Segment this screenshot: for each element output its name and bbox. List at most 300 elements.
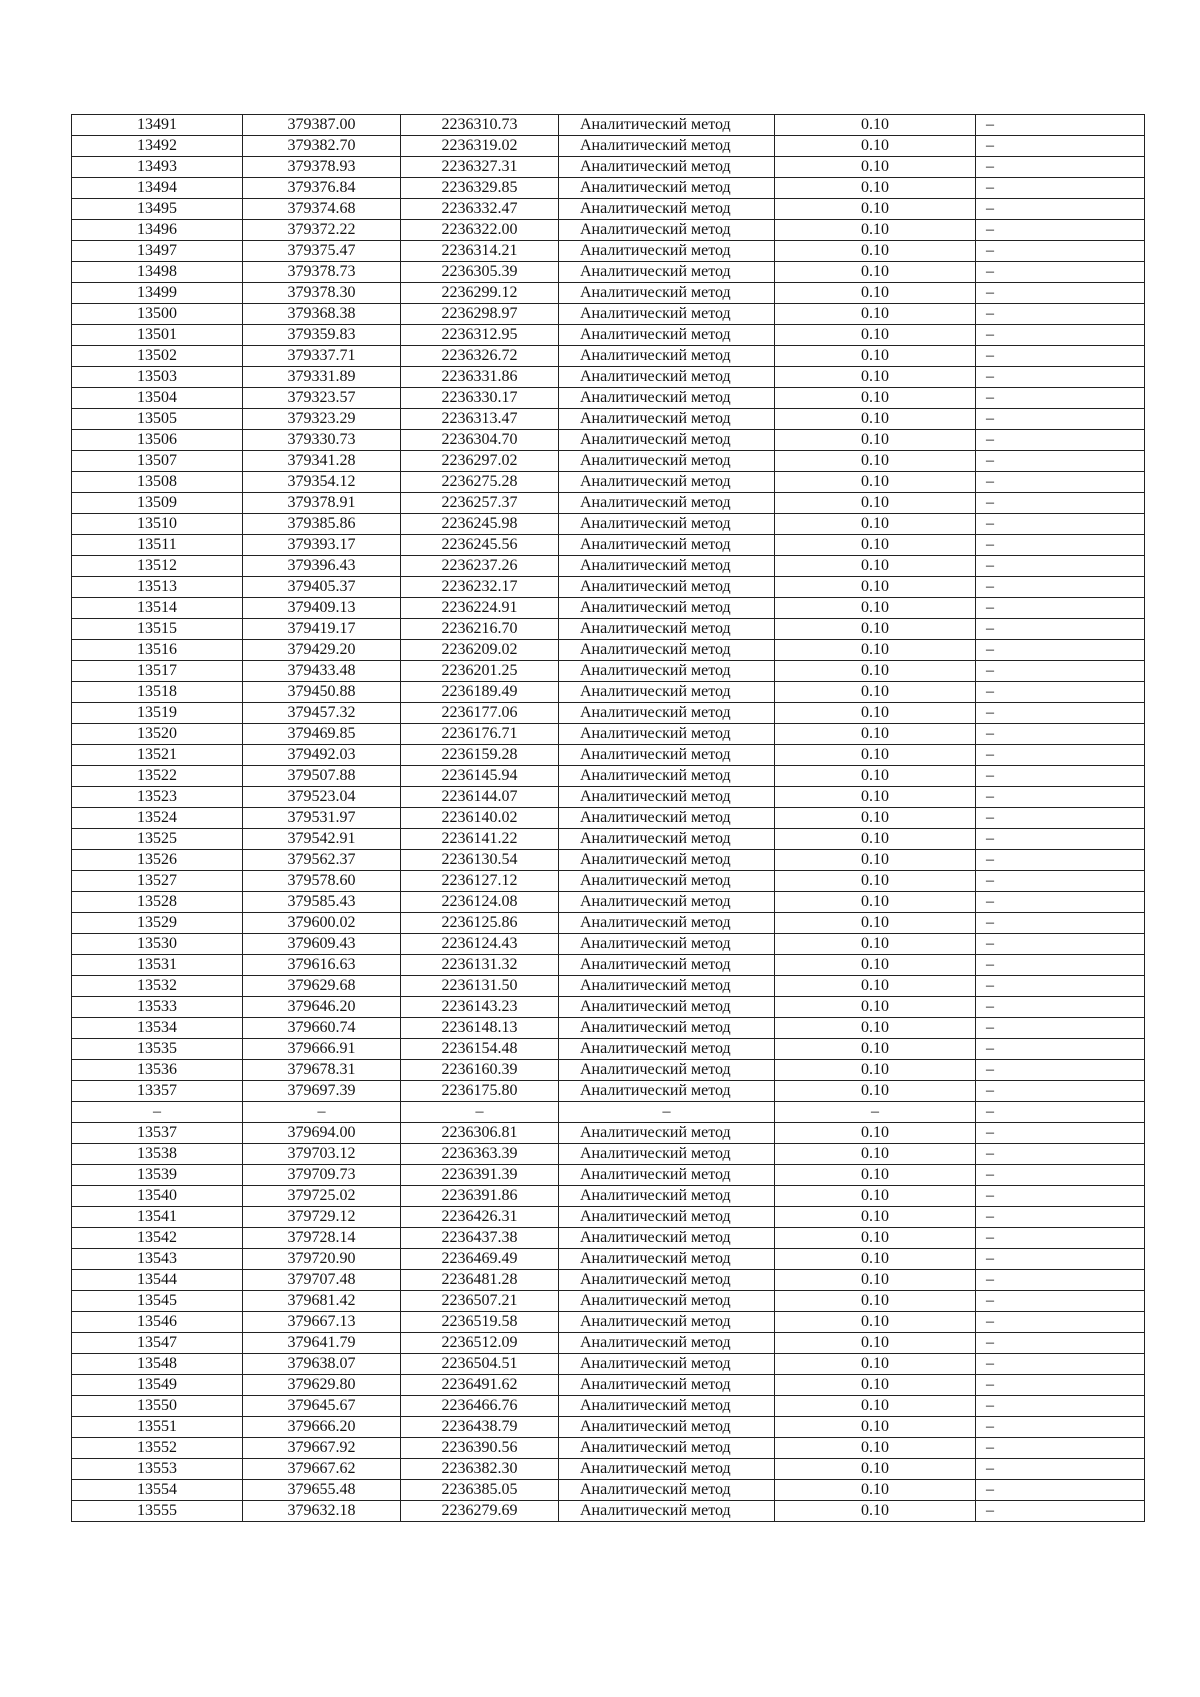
y-coordinate-cell: 2236257.37: [401, 493, 559, 514]
accuracy-cell: 0.10: [775, 346, 976, 367]
accuracy-cell: 0.10: [775, 1228, 976, 1249]
note-cell: –: [976, 1039, 1145, 1060]
note-cell: –: [976, 430, 1145, 451]
table-row: [72, 1207, 1145, 1228]
accuracy-cell: 0.10: [775, 892, 976, 913]
y-coordinate-cell: 2236319.02: [401, 136, 559, 157]
table-row: [72, 1459, 1145, 1480]
note-cell: –: [976, 1018, 1145, 1039]
method-cell: Аналитический метод: [559, 1291, 775, 1312]
x-coordinate-cell: 379378.30: [243, 283, 401, 304]
point-number-cell: 13551: [72, 1417, 243, 1438]
point-number-cell: 13510: [72, 514, 243, 535]
accuracy-cell: 0.10: [775, 787, 976, 808]
table-row: [72, 1417, 1145, 1438]
table-row: [72, 766, 1145, 787]
point-number-cell: 13492: [72, 136, 243, 157]
accuracy-cell: 0.10: [775, 1501, 976, 1522]
table-row: [72, 1123, 1145, 1144]
table-row: [72, 388, 1145, 409]
method-cell: Аналитический метод: [559, 241, 775, 262]
table-row: [72, 241, 1145, 262]
table-row: [72, 976, 1145, 997]
y-coordinate-cell: 2236127.12: [401, 871, 559, 892]
note-cell: –: [976, 850, 1145, 871]
y-coordinate-cell: 2236299.12: [401, 283, 559, 304]
x-coordinate-cell: 379694.00: [243, 1123, 401, 1144]
method-cell: Аналитический метод: [559, 682, 775, 703]
point-number-cell: 13533: [72, 997, 243, 1018]
x-coordinate-cell: 379629.68: [243, 976, 401, 997]
y-coordinate-cell: 2236391.86: [401, 1186, 559, 1207]
y-coordinate-cell: 2236332.47: [401, 199, 559, 220]
accuracy-cell: 0.10: [775, 997, 976, 1018]
accuracy-cell: 0.10: [775, 556, 976, 577]
accuracy-cell: 0.10: [775, 1249, 976, 1270]
point-number-cell: 13495: [72, 199, 243, 220]
method-cell: Аналитический метод: [559, 661, 775, 682]
table-row: [72, 1291, 1145, 1312]
y-coordinate-cell: 2236160.39: [401, 1060, 559, 1081]
method-cell: Аналитический метод: [559, 1018, 775, 1039]
table-row: [72, 892, 1145, 913]
table-row: [72, 493, 1145, 514]
y-coordinate-cell: 2236125.86: [401, 913, 559, 934]
note-cell: –: [976, 1291, 1145, 1312]
x-coordinate-cell: 379419.17: [243, 619, 401, 640]
table-row: [72, 1480, 1145, 1501]
accuracy-cell: 0.10: [775, 1123, 976, 1144]
x-coordinate-cell: 379359.83: [243, 325, 401, 346]
x-coordinate-cell: 379562.37: [243, 850, 401, 871]
note-cell: –: [976, 1102, 1145, 1123]
y-coordinate-cell: 2236144.07: [401, 787, 559, 808]
y-coordinate-cell: 2236426.31: [401, 1207, 559, 1228]
table-row: [72, 199, 1145, 220]
x-coordinate-cell: 379667.13: [243, 1312, 401, 1333]
table-row: [72, 220, 1145, 241]
x-coordinate-cell: 379707.48: [243, 1270, 401, 1291]
note-cell: –: [976, 1228, 1145, 1249]
method-cell: Аналитический метод: [559, 955, 775, 976]
accuracy-cell: 0.10: [775, 262, 976, 283]
table-row: [72, 598, 1145, 619]
note-cell: –: [976, 745, 1145, 766]
accuracy-cell: 0.10: [775, 283, 976, 304]
y-coordinate-cell: 2236330.17: [401, 388, 559, 409]
point-number-cell: –: [72, 1102, 243, 1123]
table-row: [72, 451, 1145, 472]
y-coordinate-cell: 2236124.08: [401, 892, 559, 913]
point-number-cell: 13547: [72, 1333, 243, 1354]
point-number-cell: 13537: [72, 1123, 243, 1144]
method-cell: Аналитический метод: [559, 472, 775, 493]
y-coordinate-cell: 2236159.28: [401, 745, 559, 766]
x-coordinate-cell: 379378.73: [243, 262, 401, 283]
x-coordinate-cell: 379374.68: [243, 199, 401, 220]
accuracy-cell: 0.10: [775, 1270, 976, 1291]
method-cell: Аналитический метод: [559, 745, 775, 766]
note-cell: –: [976, 1333, 1145, 1354]
note-cell: –: [976, 703, 1145, 724]
accuracy-cell: 0.10: [775, 976, 976, 997]
coordinates-table: [71, 114, 1145, 1522]
accuracy-cell: 0.10: [775, 619, 976, 640]
accuracy-cell: 0.10: [775, 955, 976, 976]
method-cell: Аналитический метод: [559, 913, 775, 934]
note-cell: –: [976, 892, 1145, 913]
point-number-cell: 13519: [72, 703, 243, 724]
y-coordinate-cell: 2236382.30: [401, 1459, 559, 1480]
point-number-cell: 13546: [72, 1312, 243, 1333]
note-cell: –: [976, 220, 1145, 241]
table-row: [72, 1501, 1145, 1522]
y-coordinate-cell: 2236313.47: [401, 409, 559, 430]
y-coordinate-cell: 2236201.25: [401, 661, 559, 682]
table-row: [72, 367, 1145, 388]
y-coordinate-cell: 2236189.49: [401, 682, 559, 703]
point-number-cell: 13508: [72, 472, 243, 493]
y-coordinate-cell: 2236481.28: [401, 1270, 559, 1291]
method-cell: Аналитический метод: [559, 1186, 775, 1207]
table-row: [72, 178, 1145, 199]
point-number-cell: 13501: [72, 325, 243, 346]
note-cell: –: [976, 262, 1145, 283]
point-number-cell: 13494: [72, 178, 243, 199]
note-cell: –: [976, 1165, 1145, 1186]
table-row: [72, 934, 1145, 955]
y-coordinate-cell: 2236141.22: [401, 829, 559, 850]
table-row: [72, 682, 1145, 703]
note-cell: –: [976, 997, 1145, 1018]
accuracy-cell: 0.10: [775, 178, 976, 199]
table-row: [72, 1375, 1145, 1396]
note-cell: –: [976, 1144, 1145, 1165]
method-cell: Аналитический метод: [559, 997, 775, 1018]
x-coordinate-cell: 379341.28: [243, 451, 401, 472]
point-number-cell: 13497: [72, 241, 243, 262]
x-coordinate-cell: 379378.91: [243, 493, 401, 514]
y-coordinate-cell: 2236237.26: [401, 556, 559, 577]
point-number-cell: 13543: [72, 1249, 243, 1270]
note-cell: –: [976, 409, 1145, 430]
y-coordinate-cell: 2236232.17: [401, 577, 559, 598]
x-coordinate-cell: 379330.73: [243, 430, 401, 451]
x-coordinate-cell: 379600.02: [243, 913, 401, 934]
point-number-cell: 13521: [72, 745, 243, 766]
y-coordinate-cell: 2236306.81: [401, 1123, 559, 1144]
point-number-cell: 13493: [72, 157, 243, 178]
method-cell: Аналитический метод: [559, 640, 775, 661]
method-cell: Аналитический метод: [559, 136, 775, 157]
y-coordinate-cell: 2236512.09: [401, 1333, 559, 1354]
method-cell: Аналитический метод: [559, 850, 775, 871]
y-coordinate-cell: 2236519.58: [401, 1312, 559, 1333]
point-number-cell: 13503: [72, 367, 243, 388]
x-coordinate-cell: 379409.13: [243, 598, 401, 619]
x-coordinate-cell: –: [243, 1102, 401, 1123]
note-cell: –: [976, 619, 1145, 640]
y-coordinate-cell: 2236131.50: [401, 976, 559, 997]
point-number-cell: 13520: [72, 724, 243, 745]
table-row: [72, 262, 1145, 283]
y-coordinate-cell: 2236466.76: [401, 1396, 559, 1417]
accuracy-cell: 0.10: [775, 640, 976, 661]
accuracy-cell: 0.10: [775, 136, 976, 157]
x-coordinate-cell: 379645.67: [243, 1396, 401, 1417]
table-row: [72, 346, 1145, 367]
table-row: [72, 1438, 1145, 1459]
point-number-cell: 13524: [72, 808, 243, 829]
y-coordinate-cell: –: [401, 1102, 559, 1123]
x-coordinate-cell: 379632.18: [243, 1501, 401, 1522]
table-row: [72, 661, 1145, 682]
accuracy-cell: 0.10: [775, 682, 976, 703]
method-cell: Аналитический метод: [559, 1228, 775, 1249]
x-coordinate-cell: 379720.90: [243, 1249, 401, 1270]
note-cell: –: [976, 1123, 1145, 1144]
method-cell: Аналитический метод: [559, 367, 775, 388]
x-coordinate-cell: 379667.62: [243, 1459, 401, 1480]
y-coordinate-cell: 2236310.73: [401, 115, 559, 136]
accuracy-cell: 0.10: [775, 661, 976, 682]
x-coordinate-cell: 379578.60: [243, 871, 401, 892]
x-coordinate-cell: 379666.20: [243, 1417, 401, 1438]
point-number-cell: 13511: [72, 535, 243, 556]
y-coordinate-cell: 2236279.69: [401, 1501, 559, 1522]
note-cell: –: [976, 1501, 1145, 1522]
method-cell: Аналитический метод: [559, 451, 775, 472]
table-row: [72, 850, 1145, 871]
note-cell: –: [976, 976, 1145, 997]
accuracy-cell: 0.10: [775, 766, 976, 787]
point-number-cell: 13531: [72, 955, 243, 976]
accuracy-cell: 0.10: [775, 241, 976, 262]
note-cell: –: [976, 325, 1145, 346]
point-number-cell: 13542: [72, 1228, 243, 1249]
method-cell: Аналитический метод: [559, 178, 775, 199]
note-cell: –: [976, 1438, 1145, 1459]
x-coordinate-cell: 379507.88: [243, 766, 401, 787]
method-cell: Аналитический метод: [559, 1270, 775, 1291]
accuracy-cell: 0.10: [775, 472, 976, 493]
y-coordinate-cell: 2236507.21: [401, 1291, 559, 1312]
table-row: [72, 955, 1145, 976]
note-cell: –: [976, 829, 1145, 850]
note-cell: –: [976, 472, 1145, 493]
accuracy-cell: 0.10: [775, 1081, 976, 1102]
method-cell: –: [559, 1102, 775, 1123]
y-coordinate-cell: 2236312.95: [401, 325, 559, 346]
method-cell: Аналитический метод: [559, 535, 775, 556]
point-number-cell: 13538: [72, 1144, 243, 1165]
table-row: [72, 472, 1145, 493]
note-cell: –: [976, 283, 1145, 304]
table-row: [72, 829, 1145, 850]
accuracy-cell: 0.10: [775, 514, 976, 535]
x-coordinate-cell: 379376.84: [243, 178, 401, 199]
accuracy-cell: 0.10: [775, 598, 976, 619]
table-row: [72, 157, 1145, 178]
point-number-cell: 13552: [72, 1438, 243, 1459]
table-row: [72, 430, 1145, 451]
note-cell: –: [976, 787, 1145, 808]
note-cell: –: [976, 577, 1145, 598]
y-coordinate-cell: 2236245.98: [401, 514, 559, 535]
method-cell: Аналитический метод: [559, 1417, 775, 1438]
note-cell: –: [976, 766, 1145, 787]
method-cell: Аналитический метод: [559, 1060, 775, 1081]
y-coordinate-cell: 2236175.80: [401, 1081, 559, 1102]
accuracy-cell: 0.10: [775, 829, 976, 850]
point-number-cell: 13539: [72, 1165, 243, 1186]
point-number-cell: 13498: [72, 262, 243, 283]
y-coordinate-cell: 2236176.71: [401, 724, 559, 745]
method-cell: Аналитический метод: [559, 1333, 775, 1354]
table-row: [72, 1270, 1145, 1291]
table-row: [72, 787, 1145, 808]
table-row: [72, 1396, 1145, 1417]
table-row: [72, 997, 1145, 1018]
table-row: [72, 1060, 1145, 1081]
accuracy-cell: 0.10: [775, 1354, 976, 1375]
table-row: [72, 136, 1145, 157]
x-coordinate-cell: 379429.20: [243, 640, 401, 661]
method-cell: Аналитический метод: [559, 283, 775, 304]
point-number-cell: 13502: [72, 346, 243, 367]
method-cell: Аналитический метод: [559, 388, 775, 409]
note-cell: –: [976, 1396, 1145, 1417]
table-row: [72, 283, 1145, 304]
accuracy-cell: 0.10: [775, 367, 976, 388]
note-cell: –: [976, 1375, 1145, 1396]
accuracy-cell: 0.10: [775, 1207, 976, 1228]
method-cell: Аналитический метод: [559, 199, 775, 220]
note-cell: –: [976, 1270, 1145, 1291]
y-coordinate-cell: 2236130.54: [401, 850, 559, 871]
point-number-cell: 13522: [72, 766, 243, 787]
table-row: [72, 577, 1145, 598]
accuracy-cell: 0.10: [775, 1186, 976, 1207]
note-cell: –: [976, 1417, 1145, 1438]
x-coordinate-cell: 379725.02: [243, 1186, 401, 1207]
note-cell: –: [976, 1459, 1145, 1480]
y-coordinate-cell: 2236390.56: [401, 1438, 559, 1459]
point-number-cell: 13500: [72, 304, 243, 325]
point-number-cell: 13555: [72, 1501, 243, 1522]
note-cell: –: [976, 661, 1145, 682]
y-coordinate-cell: 2236124.43: [401, 934, 559, 955]
accuracy-cell: 0.10: [775, 871, 976, 892]
x-coordinate-cell: 379646.20: [243, 997, 401, 1018]
note-cell: –: [976, 346, 1145, 367]
x-coordinate-cell: 379375.47: [243, 241, 401, 262]
y-coordinate-cell: 2236224.91: [401, 598, 559, 619]
accuracy-cell: –: [775, 1102, 976, 1123]
point-number-cell: 13505: [72, 409, 243, 430]
method-cell: Аналитический метод: [559, 325, 775, 346]
table-row: [72, 1333, 1145, 1354]
x-coordinate-cell: 379385.86: [243, 514, 401, 535]
point-number-cell: 13496: [72, 220, 243, 241]
note-cell: –: [976, 871, 1145, 892]
x-coordinate-cell: 379469.85: [243, 724, 401, 745]
method-cell: Аналитический метод: [559, 1123, 775, 1144]
note-cell: –: [976, 1207, 1145, 1228]
accuracy-cell: 0.10: [775, 325, 976, 346]
method-cell: Аналитический метод: [559, 976, 775, 997]
point-number-cell: 13516: [72, 640, 243, 661]
note-cell: –: [976, 367, 1145, 388]
method-cell: Аналитический метод: [559, 1354, 775, 1375]
point-number-cell: 13554: [72, 1480, 243, 1501]
y-coordinate-cell: 2236298.97: [401, 304, 559, 325]
method-cell: Аналитический метод: [559, 787, 775, 808]
method-cell: Аналитический метод: [559, 808, 775, 829]
table-row: [72, 619, 1145, 640]
table-row: [72, 1249, 1145, 1270]
accuracy-cell: 0.10: [775, 1312, 976, 1333]
point-number-cell: 13499: [72, 283, 243, 304]
method-cell: Аналитический метод: [559, 829, 775, 850]
x-coordinate-cell: 379667.92: [243, 1438, 401, 1459]
y-coordinate-cell: 2236305.39: [401, 262, 559, 283]
note-cell: –: [976, 913, 1145, 934]
accuracy-cell: 0.10: [775, 1333, 976, 1354]
method-cell: Аналитический метод: [559, 577, 775, 598]
y-coordinate-cell: 2236131.32: [401, 955, 559, 976]
table-row: [72, 1312, 1145, 1333]
note-cell: –: [976, 1480, 1145, 1501]
accuracy-cell: 0.10: [775, 409, 976, 430]
note-cell: –: [976, 493, 1145, 514]
accuracy-cell: 0.10: [775, 1417, 976, 1438]
point-number-cell: 13512: [72, 556, 243, 577]
note-cell: –: [976, 115, 1145, 136]
x-coordinate-cell: 379523.04: [243, 787, 401, 808]
point-number-cell: 13523: [72, 787, 243, 808]
method-cell: Аналитический метод: [559, 1375, 775, 1396]
table-row: [72, 1102, 1145, 1123]
method-cell: Аналитический метод: [559, 220, 775, 241]
y-coordinate-cell: 2236363.39: [401, 1144, 559, 1165]
table-row: [72, 1186, 1145, 1207]
accuracy-cell: 0.10: [775, 304, 976, 325]
accuracy-cell: 0.10: [775, 1039, 976, 1060]
y-coordinate-cell: 2236297.02: [401, 451, 559, 472]
point-number-cell: 13545: [72, 1291, 243, 1312]
method-cell: Аналитический метод: [559, 514, 775, 535]
table-row: [72, 913, 1145, 934]
accuracy-cell: 0.10: [775, 745, 976, 766]
method-cell: Аналитический метод: [559, 766, 775, 787]
table-row: [72, 724, 1145, 745]
x-coordinate-cell: 379323.57: [243, 388, 401, 409]
note-cell: –: [976, 934, 1145, 955]
method-cell: Аналитический метод: [559, 115, 775, 136]
y-coordinate-cell: 2236437.38: [401, 1228, 559, 1249]
accuracy-cell: 0.10: [775, 703, 976, 724]
y-coordinate-cell: 2236331.86: [401, 367, 559, 388]
accuracy-cell: 0.10: [775, 724, 976, 745]
point-number-cell: 13544: [72, 1270, 243, 1291]
table-row: [72, 409, 1145, 430]
point-number-cell: 13513: [72, 577, 243, 598]
method-cell: Аналитический метод: [559, 262, 775, 283]
method-cell: Аналитический метод: [559, 598, 775, 619]
table-row: [72, 1144, 1145, 1165]
point-number-cell: 13509: [72, 493, 243, 514]
